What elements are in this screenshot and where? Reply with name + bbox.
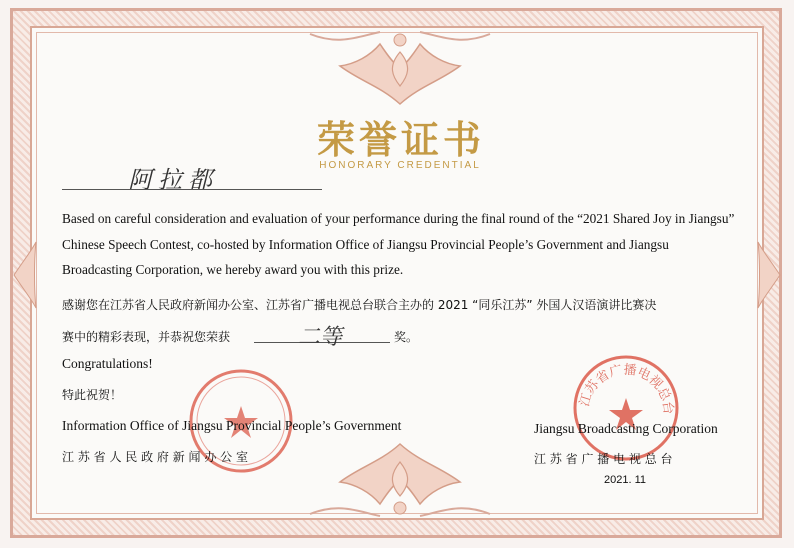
issuer-right-english: Jiangsu Broadcasting Corporation — [534, 421, 718, 436]
right-ornament-icon — [756, 240, 782, 310]
recipient-name: 阿拉都 — [128, 166, 218, 194]
bottom-ornament-icon — [300, 442, 500, 522]
name-underline — [62, 189, 322, 190]
issue-date: 2021. 11 — [604, 474, 647, 486]
certificate-title: 荣誉证书 — [316, 118, 485, 162]
issuer-left-chinese: 江 苏 省 人 民 政 府 新 闻 办 公 室 — [62, 450, 248, 464]
prize-handwritten: 二等 — [298, 325, 343, 350]
congrats-english: Congratulations! — [62, 356, 153, 371]
left-ornament-icon — [12, 240, 38, 310]
issuer-right-chinese: 江 苏 省 广 播 电 视 总 台 — [534, 452, 673, 466]
issuer-left-english: Information Office of Jiangsu Provincial People’s Government — [62, 418, 402, 433]
body-chinese-line2-suffix: 奖。 — [394, 330, 419, 344]
certificate-subtitle: HONORARY CREDENTIAL — [319, 160, 481, 171]
body-chinese-line1: 感谢您在江苏省人民政府新闻办公室、江苏省广播电视总台联合主办的 2021 “同乐江苏” 外国人汉语演讲比赛决 — [62, 298, 657, 312]
congrats-chinese: 特此祝贺！ — [62, 388, 123, 402]
body-chinese-line2-prefix: 赛中的精彩表现，并恭祝您荣获 — [62, 330, 231, 344]
body-english: Based on careful consideration and evaluation of your performance during the final round of the “2021 Shared Joy in Jiangsu” Chinese Speech Contest, co-hosted by Information Office of Jiangsu Provincial People’s Government and Jiangsu Broadcasting Corporation, we hereby award you with this prize. — [62, 211, 735, 277]
top-ornament-icon — [300, 26, 500, 106]
right-seal-stamp — [570, 352, 682, 464]
right-seal-text: 江苏省广播电视总台 — [577, 362, 676, 416]
